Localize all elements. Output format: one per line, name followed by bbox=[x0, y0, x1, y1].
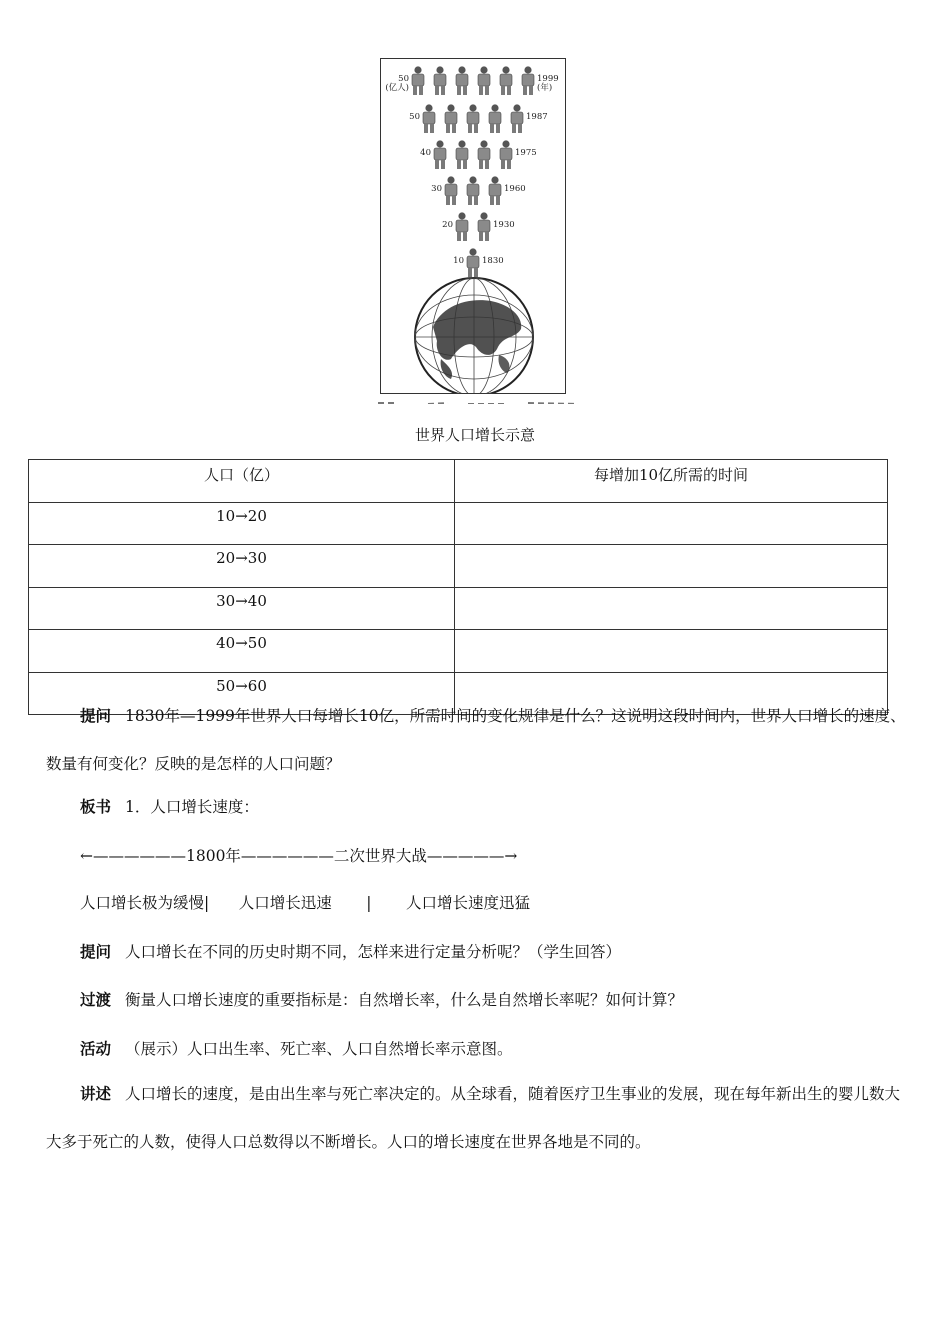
person-icon bbox=[478, 140, 490, 169]
person-icon bbox=[456, 66, 468, 95]
person-icon bbox=[412, 66, 424, 95]
table-cell: 20→30 bbox=[29, 545, 455, 588]
year-label: 1830 bbox=[482, 256, 504, 266]
paragraph-transition bbox=[80, 988, 683, 1010]
population-label: 10 bbox=[453, 256, 464, 266]
population-illustration bbox=[381, 59, 565, 393]
figure-cutoff-edge bbox=[378, 394, 588, 404]
person-icon bbox=[467, 248, 479, 277]
paragraph-text: （展示）人口出生率、死亡率、人口自然增长率示意图。 bbox=[125, 1040, 513, 1058]
year-label: 1930 bbox=[493, 220, 515, 230]
person-icon bbox=[467, 176, 479, 205]
year-unit-label: (年) bbox=[537, 83, 553, 93]
keyword-label: 过渡 bbox=[80, 990, 112, 1009]
person-icon bbox=[522, 66, 534, 95]
table-cell bbox=[455, 545, 888, 588]
table-header-cell: 人口（亿） bbox=[29, 460, 455, 503]
globe-icon bbox=[415, 278, 533, 393]
paragraph-text: 1830年—1999年世界人口每增长10亿，所需时间的变化规律是什么？这说明这段时间内，世界人口增长的速度、数量有何变化？反映的是怎样的人口问题？ bbox=[46, 707, 906, 773]
table-header-row bbox=[29, 460, 888, 503]
table-cell: 10→20 bbox=[29, 502, 455, 545]
paragraph-text: 衡量人口增长速度的重要指标是：自然增长率，什么是自然增长率呢？如何计算？ bbox=[125, 991, 684, 1009]
table-row bbox=[29, 545, 888, 588]
table-row bbox=[29, 630, 888, 673]
year-label: 1987 bbox=[526, 112, 548, 122]
person-icon bbox=[445, 104, 457, 133]
timeline-stages: 人口增长极为缓慢| 人口增长迅速 | 人口增长速度迅猛 bbox=[80, 894, 530, 912]
person-icon bbox=[445, 176, 457, 205]
paragraph-board bbox=[80, 795, 259, 817]
paragraph-question-2 bbox=[80, 940, 621, 962]
person-icon bbox=[423, 104, 435, 133]
paragraph-text: 1．人口增长速度： bbox=[125, 798, 259, 816]
paragraph-text: 人口增长在不同的历史时期不同，怎样来进行定量分析呢？（学生回答） bbox=[125, 943, 622, 961]
timeline-arrow: ←——————1800年——————二次世界大战—————→ bbox=[80, 847, 518, 865]
table-cell bbox=[455, 502, 888, 545]
table-row bbox=[29, 587, 888, 630]
person-icon bbox=[489, 176, 501, 205]
population-label: 50 bbox=[398, 74, 409, 84]
table-cell bbox=[455, 587, 888, 630]
person-icon bbox=[467, 104, 479, 133]
paragraph-text: 人口增长的速度，是由出生率与死亡率决定的。从全球看，随着医疗卫生事业的发展，现在每年新出生的婴儿数大大多于死亡的人数，使得人口总数得以不断增长。人口的增长速度在世界各地是不同的。 bbox=[46, 1085, 901, 1151]
paragraph-question-1 bbox=[46, 692, 908, 788]
person-icon bbox=[500, 140, 512, 169]
keyword-label: 提问 bbox=[80, 942, 112, 961]
person-icon bbox=[456, 140, 468, 169]
table-cell bbox=[455, 630, 888, 673]
table-header-cell: 每增加10亿所需的时间 bbox=[455, 460, 888, 503]
population-unit-label: (亿人) bbox=[385, 83, 409, 93]
population-label: 30 bbox=[431, 184, 442, 194]
figure-caption: 世界人口增长示意 bbox=[414, 426, 535, 444]
table-row bbox=[29, 502, 888, 545]
person-icon bbox=[500, 66, 512, 95]
table-cell: 50→60 bbox=[29, 672, 455, 715]
population-figure bbox=[380, 58, 566, 394]
person-icon bbox=[489, 104, 501, 133]
keyword-label: 活动 bbox=[80, 1039, 112, 1058]
person-icon bbox=[478, 212, 490, 241]
keyword-label: 提问 bbox=[80, 706, 112, 725]
keyword-label: 讲述 bbox=[80, 1084, 112, 1103]
person-icon bbox=[434, 66, 446, 95]
population-label: 40 bbox=[420, 148, 431, 158]
person-icon bbox=[434, 140, 446, 169]
person-icon bbox=[478, 66, 490, 95]
population-table bbox=[28, 459, 888, 715]
person-icon bbox=[456, 212, 468, 241]
person-icon bbox=[511, 104, 523, 133]
keyword-label: 板书 bbox=[80, 797, 112, 816]
table-cell: 30→40 bbox=[29, 587, 455, 630]
year-label: 1960 bbox=[504, 184, 526, 194]
population-label: 20 bbox=[442, 220, 453, 230]
table-cell: 40→50 bbox=[29, 630, 455, 673]
population-label: 50 bbox=[409, 112, 420, 122]
paragraph-lecture bbox=[46, 1070, 908, 1166]
year-label: 1975 bbox=[515, 148, 537, 158]
paragraph-activity bbox=[80, 1037, 513, 1059]
year-label: 1999 bbox=[537, 74, 559, 84]
